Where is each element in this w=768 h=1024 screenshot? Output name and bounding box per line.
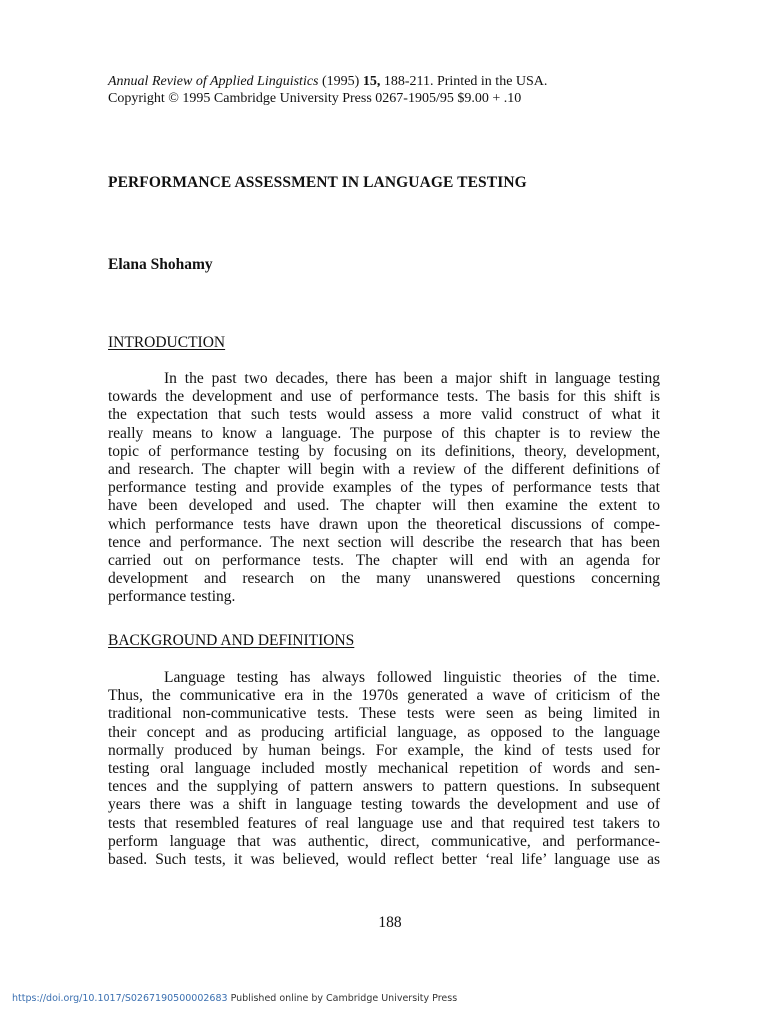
paragraph-line: tests that resembled features of real language use and that required test takers to bbox=[108, 814, 660, 832]
citation-line bbox=[108, 73, 668, 90]
paragraph-line: topic of performance testing by focusing on its definitions, theory, development, bbox=[108, 442, 660, 460]
paragraph-line: performance testing. bbox=[108, 588, 236, 606]
paragraph-line: Thus, the communicative era in the 1970s generated a wave of criticism of the bbox=[108, 687, 660, 705]
paragraph-line: performance testing and provide examples of the types of performance tests that bbox=[108, 479, 660, 497]
paragraph-line: tences and the supplying of pattern answers to pattern questions. In subsequent bbox=[108, 778, 660, 796]
paragraph-line: and research. The chapter will begin with a review of the different definitions of bbox=[108, 461, 660, 479]
paragraph-line: their concept and as producing artificial language, as opposed to the language bbox=[108, 723, 660, 741]
paragraph-line: perform language that was authentic, direct, communicative, and performance- bbox=[108, 832, 660, 850]
journal-year: (1995) bbox=[322, 74, 360, 89]
published-online-text: Published online by Cambridge University Press bbox=[230, 993, 458, 1004]
paragraph-line: tence and performance. The next section will describe the research that has been bbox=[108, 533, 660, 551]
paragraph-line: the expectation that such tests would assess a more valid construct of what it bbox=[108, 406, 660, 424]
article-author: Elana Shohamy bbox=[108, 256, 213, 273]
paragraph-line: testing oral language included mostly mechanical repetition of words and sen- bbox=[108, 760, 660, 778]
journal-volume: 15, bbox=[362, 74, 381, 89]
paragraph-line: based. Such tests, it was believed, would reflect better ‘real life’ language use as bbox=[108, 851, 660, 869]
background-paragraph bbox=[108, 669, 660, 869]
page-number: 188 bbox=[378, 914, 402, 931]
journal-header bbox=[108, 73, 668, 107]
paragraph-line: traditional non-communicative tests. These tests were seen as being limited in bbox=[108, 705, 660, 723]
section-heading-introduction: INTRODUCTION bbox=[108, 334, 226, 351]
paragraph-line: development and research on the many unanswered questions concerning bbox=[108, 570, 660, 588]
paragraph-line: towards the development and use of performance tests. The basis for this shift is bbox=[108, 388, 660, 406]
paragraph-line: Language testing has always followed linguistic theories of the time. bbox=[164, 669, 660, 686]
paragraph-line: really means to know a language. The purpose of this chapter is to review the bbox=[108, 424, 660, 442]
copyright-line: Copyright © 1995 Cambridge University Press 0267-1905/95 $9.00 + .10 bbox=[108, 91, 522, 106]
paragraph-line: which performance tests have drawn upon the theoretical discussions of compe- bbox=[108, 515, 660, 533]
introduction-paragraph bbox=[108, 370, 660, 607]
doi-link[interactable]: https://doi.org/10.1017/S0267190500002683 bbox=[12, 993, 228, 1004]
paragraph-line: normally produced by human beings. For example, the kind of tests used for bbox=[108, 741, 660, 759]
paragraph-line: years there was a shift in language testing towards the development and use of bbox=[108, 796, 660, 814]
paragraph-line: carried out on performance tests. The chapter will end with an agenda for bbox=[108, 552, 660, 570]
journal-pages: 188-211. Printed in the USA. bbox=[383, 74, 548, 89]
publication-footer bbox=[12, 993, 457, 1004]
paragraph-line: In the past two decades, there has been a major shift in language testing bbox=[164, 370, 660, 387]
article-title: PERFORMANCE ASSESSMENT IN LANGUAGE TESTING bbox=[108, 174, 527, 191]
section-heading-background: BACKGROUND AND DEFINITIONS bbox=[108, 632, 355, 649]
paragraph-line: have been developed and used. The chapter will then examine the extent to bbox=[108, 497, 660, 515]
journal-name: Annual Review of Applied Linguistics bbox=[108, 74, 319, 89]
